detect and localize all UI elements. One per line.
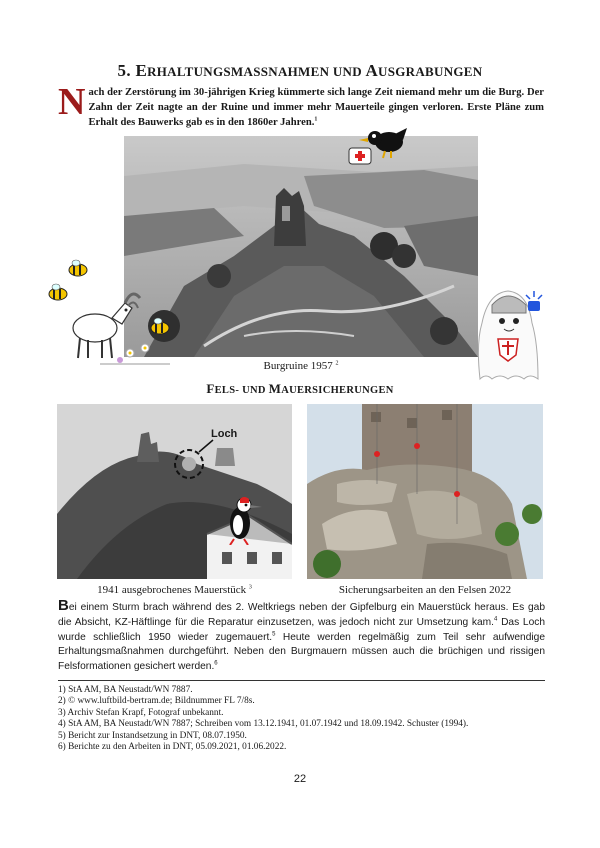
photo-broken-wall-1941 — [57, 404, 292, 579]
intro-paragraph: Nach der Zerstörung im 30-jährigen Krieg kümmerte sich lange Zeit niemand mehr um die Burg. Der Zahn der Zeit nagte an der Ruine und immer mehr Mauerteile gingen verloren. Erste Pläne zum Erhalt des Bauwerks gab es in den 1860er Jahren.$^1$ — [58, 81, 544, 129]
footnotes — [58, 685, 548, 753]
ghost-knight-with-siren-illustration — [468, 283, 552, 383]
bee-icon — [69, 260, 87, 276]
first-letter: B — [58, 597, 69, 614]
footnote-6: 6) Berichte zu den Arbeiten in DNT, 05.09.2021, 01.06.2022. — [58, 742, 287, 753]
goat-with-bees-illustration — [40, 258, 180, 368]
body-paragraph: Bei einem Sturm brach während des 2. Weltkriegs neben der Gipfelburg ein Mauerstück heraus. Es gab die Absicht, KZ-Häftlinge für die Reparatur einzusetzen, was jedoch nicht zur Umsetzung kam.$^4$ Das Loch wurde schließlich 1950 wieder zugemauert.$^5$ Heute werden regelmäßig zum Teil sehr aufwendige Erhaltungsmaßnahmen durchgeführt. Neben den Burgmauern müssen auch die brüchigen und rissigen Felsformationen gesichert werden.$^6$ — [58, 597, 546, 673]
section-subtitle: FELS- UND MAUERSICHERUNGEN — [206, 381, 394, 396]
footnote-4: 4) StA AM, BA Neustadt/WN 7887; Schreiben vom 13.12.1941, 01.07.1942 und 18.09.1942. Schuster (1994). — [58, 719, 469, 730]
page-number: 22 — [293, 773, 307, 785]
chapter-number: 5. — [117, 61, 131, 80]
footnote-ref: 6 — [214, 660, 218, 667]
woodpecker-illustration — [222, 493, 266, 545]
caption-rock-securing-2022: Sicherungsarbeiten an den Felsen 2022 — [338, 584, 512, 596]
footnote-ref: 2 — [335, 360, 339, 367]
footnote-ref: 3 — [248, 584, 252, 591]
footnote-2: 2) © www.luftbild-bertram.de; Bildnummer FL 7/8s. — [58, 696, 255, 707]
photo-rock-securing-2022 — [307, 404, 543, 579]
footnote-ref: 5 — [272, 631, 276, 638]
footnote-divider — [58, 680, 545, 681]
footnote-1: 1) StA AM, BA Neustadt/WN 7887. — [58, 685, 193, 695]
caption-broken-wall-1941: 1941 ausgebrochenes Mauerstück $^3$ — [97, 584, 252, 596]
hole-label: Loch — [211, 428, 238, 440]
footnote-ref: 1 — [314, 116, 318, 123]
footnote-5: 5) Bericht zur Instandsetzung in DNT, 08.07.1950. — [58, 730, 247, 741]
footnote-3: 3) Archiv Stefan Krapf, Fotograf unbekannt. — [58, 707, 224, 718]
drop-cap: N — [58, 81, 86, 123]
caption-castle-ruin-1957: Burgruine 1957 $^2$ — [263, 360, 339, 372]
footnote-ref: 4 — [494, 616, 498, 623]
crow-with-first-aid-kit-illustration — [345, 124, 410, 174]
chapter-title: 5. ERHALTUNGSMASSNAHMEN UND AUSGRABUNGEN — [117, 61, 483, 80]
